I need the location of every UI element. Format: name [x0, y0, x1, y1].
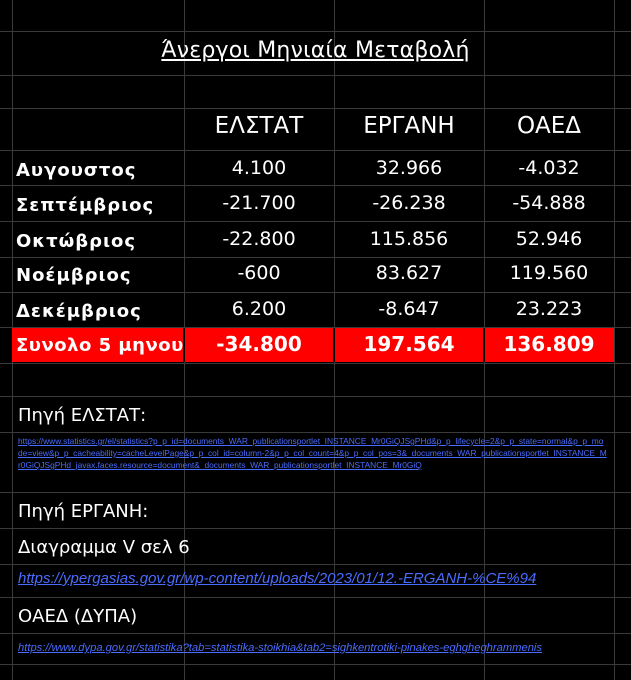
total-cell-oaed: 136.809: [503, 332, 595, 356]
table-cell: 83.627: [375, 262, 443, 284]
table-cell: 115.856: [369, 228, 449, 250]
grid-line: [0, 108, 631, 109]
grid-line: [0, 633, 631, 634]
table-cell: 6.200: [231, 298, 287, 320]
grid-line: [0, 185, 631, 186]
row-label: Σεπτέμβριος: [16, 195, 155, 216]
table-cell: 4.100: [231, 157, 287, 179]
table-cell: 23.223: [515, 298, 583, 320]
table-cell: -26.238: [372, 192, 446, 214]
table-cell: 52.946: [515, 228, 583, 250]
table-cell: -4.032: [518, 157, 580, 179]
grid-line: [0, 221, 631, 222]
source-oaed-label: ΟΑΕΔ (ΔΥΠΑ): [18, 606, 138, 627]
grid-line: [0, 31, 631, 32]
grid-line: [0, 597, 631, 598]
column-header-elstat: ΕΛΣΤΑΤ: [214, 113, 304, 139]
total-row-label: Συνολο 5 μηνου: [16, 335, 184, 356]
grid-line: [0, 75, 631, 76]
column-header-ergani: ΕΡΓΑΝΗ: [363, 113, 455, 139]
table-cell: -600: [237, 262, 281, 284]
table-cell: -22.800: [222, 228, 296, 250]
table-cell: 32.966: [375, 157, 443, 179]
grid-line: [0, 528, 631, 529]
table-cell: 119.560: [509, 262, 589, 284]
grid-line: [0, 292, 631, 293]
total-cell-elstat: -34.800: [216, 332, 302, 356]
source-elstat-label: Πηγή ΕΛΣΤΑΤ:: [18, 405, 147, 426]
table-cell: -8.647: [378, 298, 440, 320]
table-cell: -21.700: [222, 192, 296, 214]
grid-line: [0, 492, 631, 493]
grid-line: [0, 257, 631, 258]
source-oaed-link[interactable]: https://www.dypa.gov.gr/statistika?tab=statistika-stoikhia&tab2=sighkentrotiki-pinakes-eghgheghrammenis: [18, 642, 543, 654]
row-label: Αυγουστος: [16, 160, 137, 181]
source-elstat-link[interactable]: https://www.statistics.gr/el/statistics?p_p_id=documents_WAR_publicationsportlet_INSTANCE_Mr0GiQJSgPHd&p_p_lifecycle=2&p_p_state=normal&p_p_mode=view&p_p_cacheability=cacheLevelPage&p_p_col_id=column-2&p_p_col_count=4&p_p_col_pos=3&_documents_WAR_publicationsportlet_INSTANCE_Mr0GiQJSgPHd_javax.faces.resource=document&_documents_WAR_publicationsportlet_INSTANCE_Mr0GiQ: [18, 436, 607, 470]
grid-line: [0, 150, 631, 151]
grid-line: [0, 664, 631, 665]
grid-line: [0, 396, 631, 397]
grid-line: [0, 564, 631, 565]
grid-line: [0, 363, 631, 364]
page-title: Άνεργοι Μηνιαία Μεταβολή: [161, 38, 470, 63]
row-label: Οκτώβριος: [16, 231, 137, 252]
column-header-oaed: ΟΑΕΔ: [516, 113, 582, 139]
source-ergani-note: Διαγραμμα V σελ 6: [18, 537, 190, 558]
grid-line: [0, 432, 631, 433]
row-label: Νοέμβριος: [16, 265, 132, 286]
grid-line: [614, 0, 615, 680]
source-ergani-label: Πηγή ΕΡΓΑΝΗ:: [18, 501, 149, 522]
total-cell-ergani: 197.564: [363, 332, 455, 356]
source-ergani-link[interactable]: https://ypergasias.gov.gr/wp-content/uploads/2023/01/12.-ERGANH-%CE%94: [18, 570, 537, 587]
row-label: Δεκέμβριος: [16, 301, 142, 322]
table-cell: -54.888: [512, 192, 586, 214]
